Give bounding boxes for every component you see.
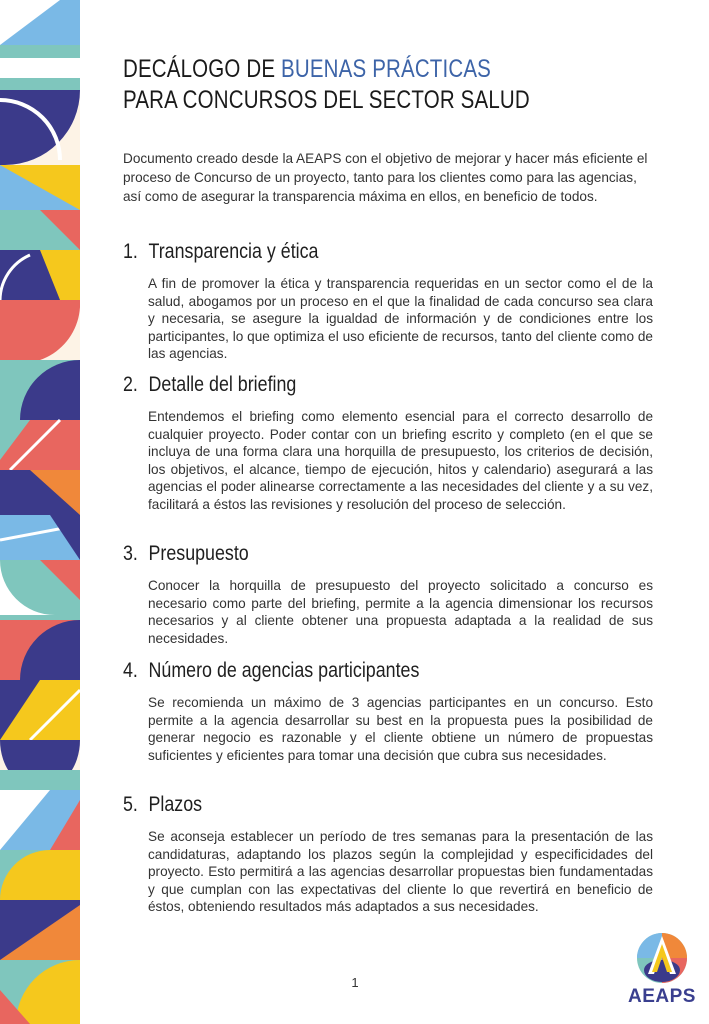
- geometric-pattern: [0, 0, 80, 1024]
- section-number: 4.: [123, 659, 138, 682]
- section-number: 2.: [123, 373, 138, 396]
- section-body: Se recomienda un máximo de 3 agencias participantes en un concurso. Esto permite a la agencia desarrollar su best en la propuesta pues la posibilidad de generar negocio es razonable y el cliente obtiene un número de propuestas suficientes y eficientes para tomar una decisión que cubra sus necesidades.: [148, 695, 653, 763]
- page-number: 1: [351, 975, 359, 990]
- document-title: [123, 54, 566, 116]
- section-heading: [123, 792, 574, 818]
- logo-text: AEAPS: [628, 986, 696, 1007]
- section-title: Número de agencias participantes: [148, 659, 420, 682]
- section-numero-agencias: [123, 658, 653, 764]
- section-title: Plazos: [148, 793, 203, 816]
- section-body: Entendemos el briefing como elemento esencial para el correcto desarrollo de cualquier proyecto. Poder contar con un briefing escrito y completo (en el que se incluya de una forma clara una horquilla de presupuesto, los criterios de decisión, los objetivos, el alcance, tiempo de ejecución, hitos y calendario) asegurará a las agencias el poder alinearse correctamente a las necesidades del cliente y a su vez, facilitará a éstos las revisiones y resolución del proceso de selección.: [148, 409, 653, 512]
- title-prefix: DECÁLOGO DE: [123, 55, 282, 83]
- section-briefing: [123, 372, 653, 514]
- section-plazos: [123, 792, 653, 916]
- intro-paragraph: Documento creado desde la AEAPS con el objetivo de mejorar y hacer más eficiente el proceso de Concurso de un proyecto, tanto para los clientes como para las agencias, así como de asegurar la transparencia máxima en ellos, en beneficio de todos.: [123, 151, 648, 204]
- section-presupuesto: [123, 541, 653, 647]
- section-heading: [123, 239, 574, 265]
- section-body: A fin de promover la ética y transparencia requeridas en un sector como el de la salud, abogamos por un proceso en el que la finalidad de cada concurso sea clara y necesaria, se asegure la igualdad de información y de condiciones entre los participantes, lo que optimiza el uso eficiente de recursos, tanto del cliente como de las agencias.: [148, 276, 653, 362]
- section-title: Transparencia y ética: [148, 240, 319, 263]
- aeaps-logo-icon: [624, 930, 700, 986]
- section-heading: [123, 541, 574, 567]
- section-heading: [123, 658, 574, 684]
- title-line-2: PARA CONCURSOS DEL SECTOR SALUD: [123, 86, 530, 114]
- title-accent: BUENAS PRÁCTICAS: [281, 55, 492, 83]
- section-transparencia: [123, 239, 653, 363]
- section-body: Se aconseja establecer un período de tres semanas para la presentación de las candidaturas, adaptando los plazos según la complejidad y especificidades del proyecto. Esto permitirá a las agencias desarrollar propuestas bien fundamentadas y que cumplan con las expectativas del cliente lo que revertirá en beneficio de éstos, obteniendo resultados más adaptados a sus necesidades.: [148, 829, 653, 915]
- section-number: 1.: [123, 240, 138, 263]
- section-body: Conocer la horquilla de presupuesto del proyecto solicitado a concurso es necesario como parte del briefing, permite a la agencia dimensionar los recursos necesarios y al cliente obtener una propuesta adaptada a la realidad de sus necesidades.: [148, 578, 653, 646]
- title-line-1: [123, 54, 566, 85]
- decorative-side-strip: [0, 0, 80, 1024]
- section-number: 5.: [123, 793, 138, 816]
- section-title: Presupuesto: [148, 542, 249, 565]
- section-heading: [123, 372, 574, 398]
- aeaps-logo: [624, 930, 700, 1010]
- section-number: 3.: [123, 542, 138, 565]
- section-title: Detalle del briefing: [148, 373, 297, 396]
